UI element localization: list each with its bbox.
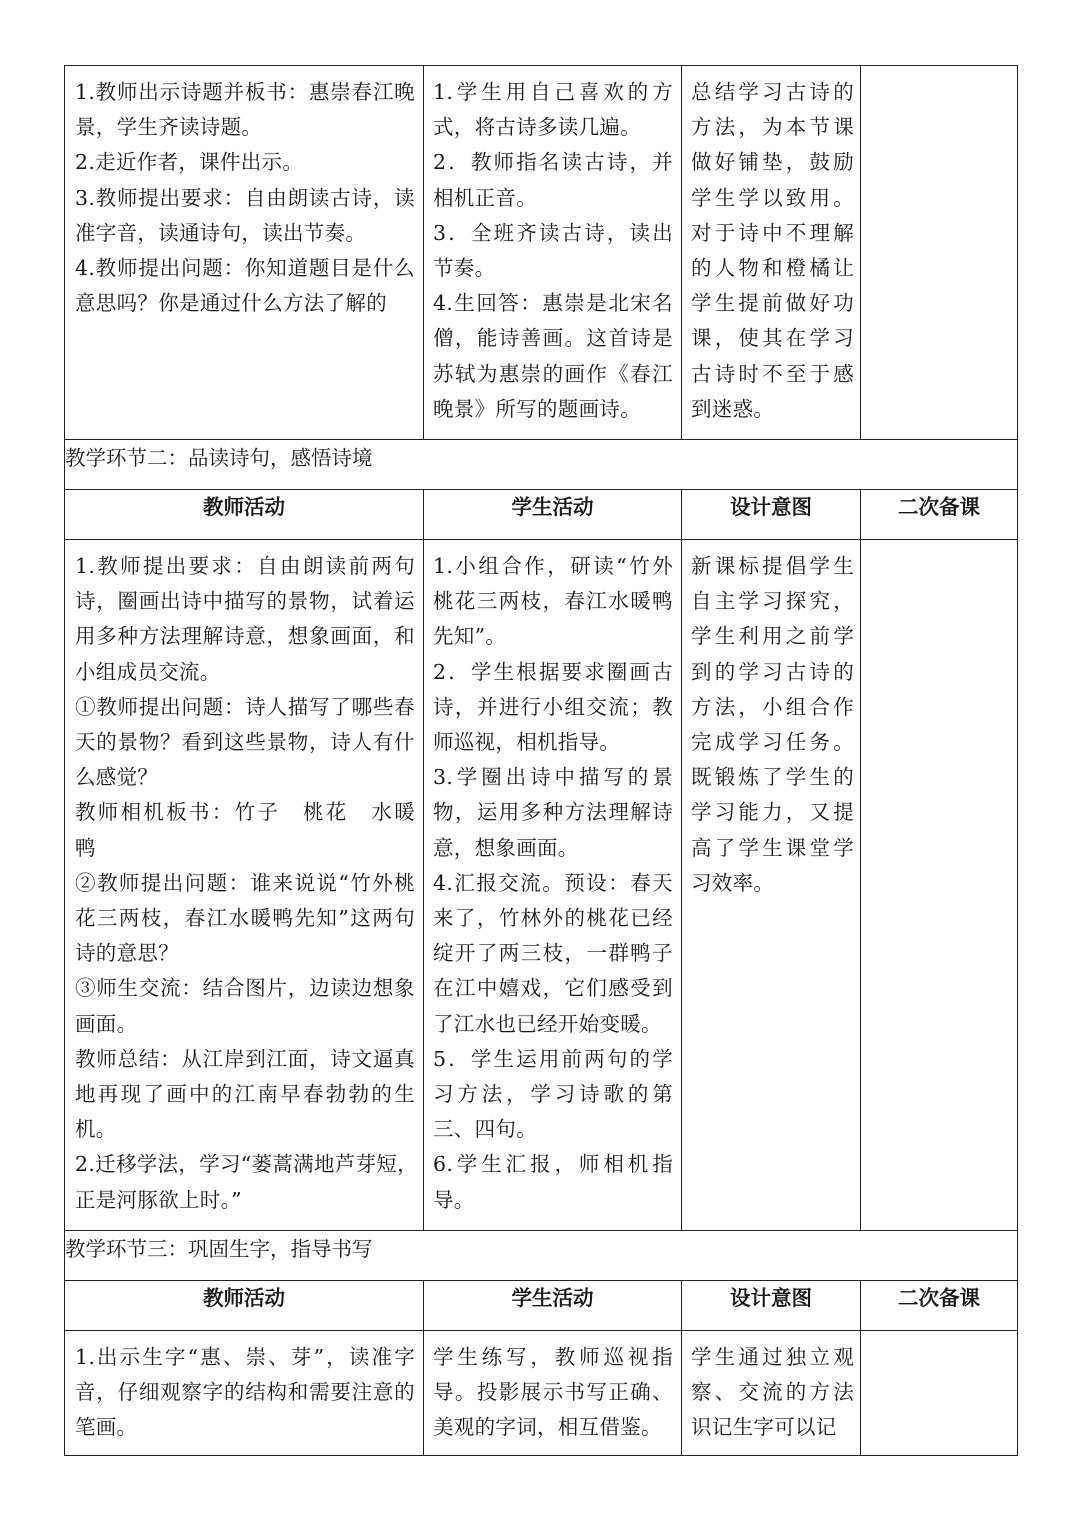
text-line: 学生通过独立观	[691, 1345, 854, 1369]
text-line: 总结学习古诗的	[691, 80, 854, 104]
text-line: 景，学生齐读诗题。	[75, 115, 263, 140]
text-line: 小组成员交流。	[75, 659, 221, 684]
section1-design-intent	[682, 66, 860, 427]
text-line: 的人物和橙橘让	[691, 256, 854, 281]
section2-header-row	[65, 490, 1018, 540]
text-line: 晚景》所写的题画诗。	[433, 396, 641, 421]
section3-design-intent	[682, 1331, 860, 1446]
text-line: 1.教师出示诗题并板书：惠崇春江晚	[75, 80, 415, 104]
text-line: 导。投影展示书写正确、	[433, 1380, 673, 1405]
text-line: 用多种方法理解诗意，想象画面，和	[75, 624, 415, 649]
text-line: 学生利用之前学	[691, 624, 854, 649]
section1-student-activity	[424, 66, 681, 427]
text-line: 习效率。	[691, 870, 775, 895]
text-line: 1.出示生字“惠、崇、芽”，读准字	[75, 1345, 415, 1369]
text-line: 方法，小组合作	[691, 694, 854, 719]
text-line: 花三两枝，春江水暖鸭先知”这两句	[75, 906, 415, 931]
section3-header-row	[65, 1281, 1018, 1331]
text-line: 式，将古诗多读几遍。	[433, 115, 641, 140]
text-line: 来了，竹林外的桃花已经	[433, 906, 673, 931]
text-line: 学生提前做好功	[691, 291, 854, 316]
text-line: 习方法，学习诗歌的第	[433, 1082, 673, 1107]
text-line: 对于诗中不理解	[691, 220, 854, 245]
text-line: 做好铺垫，鼓励	[691, 150, 854, 175]
text-line: 3.学圈出诗中描写的景	[433, 765, 673, 790]
text-line: 地再现了画中的江南早春勃勃的生	[75, 1082, 415, 1107]
text-line: 先知”。	[433, 624, 507, 649]
section2-second-prep	[861, 540, 1018, 1231]
header-second-prep: 二次备课	[861, 490, 1018, 540]
section1-teacher-activity	[65, 66, 423, 321]
text-line: 么感觉？	[75, 765, 159, 790]
text-line: 1.学生用自己喜欢的方	[433, 80, 673, 104]
text-line: 4.教师提出问题：你知道题目是什么	[75, 256, 415, 281]
section2-title: 教学环节二：品读诗句，感悟诗境	[65, 440, 1018, 490]
header-teacher-activity: 教师活动	[65, 1281, 424, 1331]
text-line: 物，运用多种方法理解诗	[433, 800, 673, 825]
text-line: 学生学以致用。	[691, 185, 854, 210]
text-line: 导。	[433, 1187, 475, 1212]
text-line: 1.小组合作，研读“竹外	[433, 554, 673, 578]
text-line: 课，使其在学习	[691, 326, 854, 351]
text-line: 了江水也已经开始变暖。	[433, 1011, 662, 1036]
text-line: 自主学习探究，	[691, 589, 854, 614]
header-second-prep: 二次备课	[861, 1281, 1018, 1331]
text-line: 识记生字可以记	[691, 1415, 837, 1440]
section3-second-prep	[861, 1331, 1018, 1456]
section1-content-row	[65, 66, 1018, 440]
text-line: 正是河豚欲上时。”	[75, 1187, 242, 1212]
section3-teacher-activity	[65, 1331, 423, 1446]
text-line: 师巡视，相机指导。	[433, 730, 621, 755]
section2-design-intent	[682, 540, 860, 901]
section2-teacher-activity	[65, 540, 423, 1218]
text-line: 诗，圈画出诗中描写的景物，试着运	[75, 589, 415, 614]
text-line: 准字音，读通诗句，读出节奏。	[75, 220, 367, 245]
text-line: 相机正音。	[433, 185, 537, 210]
text-line: 5．学生运用前两句的学	[433, 1046, 673, 1071]
text-line: 三、四句。	[433, 1117, 537, 1142]
text-line: 高了学生课堂学	[691, 835, 854, 860]
text-line: 1.教师提出要求：自由朗读前两句	[75, 554, 415, 578]
header-teacher-activity: 教师活动	[65, 490, 424, 540]
text-line: ③师生交流：结合图片，边读边想象	[75, 976, 415, 1001]
text-line: 诗，并进行小组交流；教	[433, 694, 673, 719]
header-student-activity: 学生活动	[424, 490, 682, 540]
text-line: 3.教师提出要求：自由朗读古诗，读	[75, 185, 415, 210]
text-line: 2.走近作者，课件出示。	[75, 150, 304, 175]
text-line: 2.迁移学法，学习“蒌蒿满地芦芽短，	[75, 1152, 418, 1177]
text-line: 桃花三两枝，春江水暖鸭	[433, 589, 673, 614]
text-line: 教师总结：从江岸到江面，诗文逼真	[75, 1046, 415, 1071]
header-design-intent: 设计意图	[682, 490, 861, 540]
text-line: 方法，为本节课	[691, 115, 854, 140]
text-line: 到迷惑。	[691, 396, 775, 421]
header-design-intent: 设计意图	[682, 1281, 861, 1331]
text-line: 3．全班齐读古诗，读出	[433, 220, 673, 245]
text-line: 新课标提倡学生	[691, 554, 854, 578]
text-line: 天的景物？看到这些景物，诗人有什	[75, 730, 415, 755]
header-student-activity: 学生活动	[424, 1281, 682, 1331]
text-line: 2．教师指名读古诗，并	[433, 150, 673, 175]
text-line: 4.生回答：惠崇是北宋名	[433, 291, 673, 316]
text-line: 音，仔细观察字的结构和需要注意的	[75, 1380, 415, 1405]
text-line: 诗的意思？	[75, 941, 179, 966]
text-line: 古诗时不至于感	[691, 361, 854, 386]
text-line: 完成学习任务。	[691, 730, 854, 755]
text-line: 6.学生汇报，师相机指	[433, 1152, 673, 1177]
lesson-plan-table	[64, 65, 1018, 1456]
text-line: 察、交流的方法	[691, 1380, 854, 1405]
text-line: 美观的字词，相互借鉴。	[433, 1415, 662, 1440]
text-line: 绽开了两三枝，一群鸭子	[433, 941, 673, 966]
text-line: 意，想象画面。	[433, 835, 579, 860]
text-line: 学习能力，又提	[691, 800, 854, 825]
text-line: 苏轼为惠崇的画作《春江	[433, 361, 673, 386]
text-line: 鸭	[75, 835, 96, 860]
text-line: ②教师提出问题：谁来说说“竹外桃	[75, 870, 415, 895]
text-line: 在江中嬉戏，它们感受到	[433, 976, 673, 1001]
section3-title: 教学环节三：巩固生字，指导书写	[65, 1231, 1018, 1281]
text-line: 到的学习古诗的	[691, 659, 854, 684]
text-line: 2．学生根据要求圈画古	[433, 659, 673, 684]
text-line: 学生练写，教师巡视指	[433, 1345, 673, 1369]
section2-content-row	[65, 540, 1018, 1231]
text-line: 节奏。	[433, 256, 496, 281]
text-line: 教师相机板书：竹子 桃花 水暖	[75, 800, 415, 825]
section2-student-activity	[424, 540, 681, 1218]
text-line: 笔画。	[75, 1415, 138, 1440]
section1-second-prep	[861, 66, 1018, 440]
section3-title-row	[65, 1231, 1018, 1281]
text-line: 意思吗？你是通过什么方法了解的	[75, 291, 387, 316]
text-line: 4.汇报交流。预设：春天	[433, 870, 673, 895]
text-line: 既锻炼了学生的	[691, 765, 854, 790]
section2-title-row	[65, 440, 1018, 490]
section3-student-activity	[424, 1331, 681, 1446]
text-line: 僧，能诗善画。这首诗是	[433, 326, 673, 351]
text-line: ①教师提出问题：诗人描写了哪些春	[75, 694, 415, 719]
text-line: 机。	[75, 1117, 117, 1142]
section3-content-row	[65, 1331, 1018, 1456]
text-line: 画面。	[75, 1011, 138, 1036]
